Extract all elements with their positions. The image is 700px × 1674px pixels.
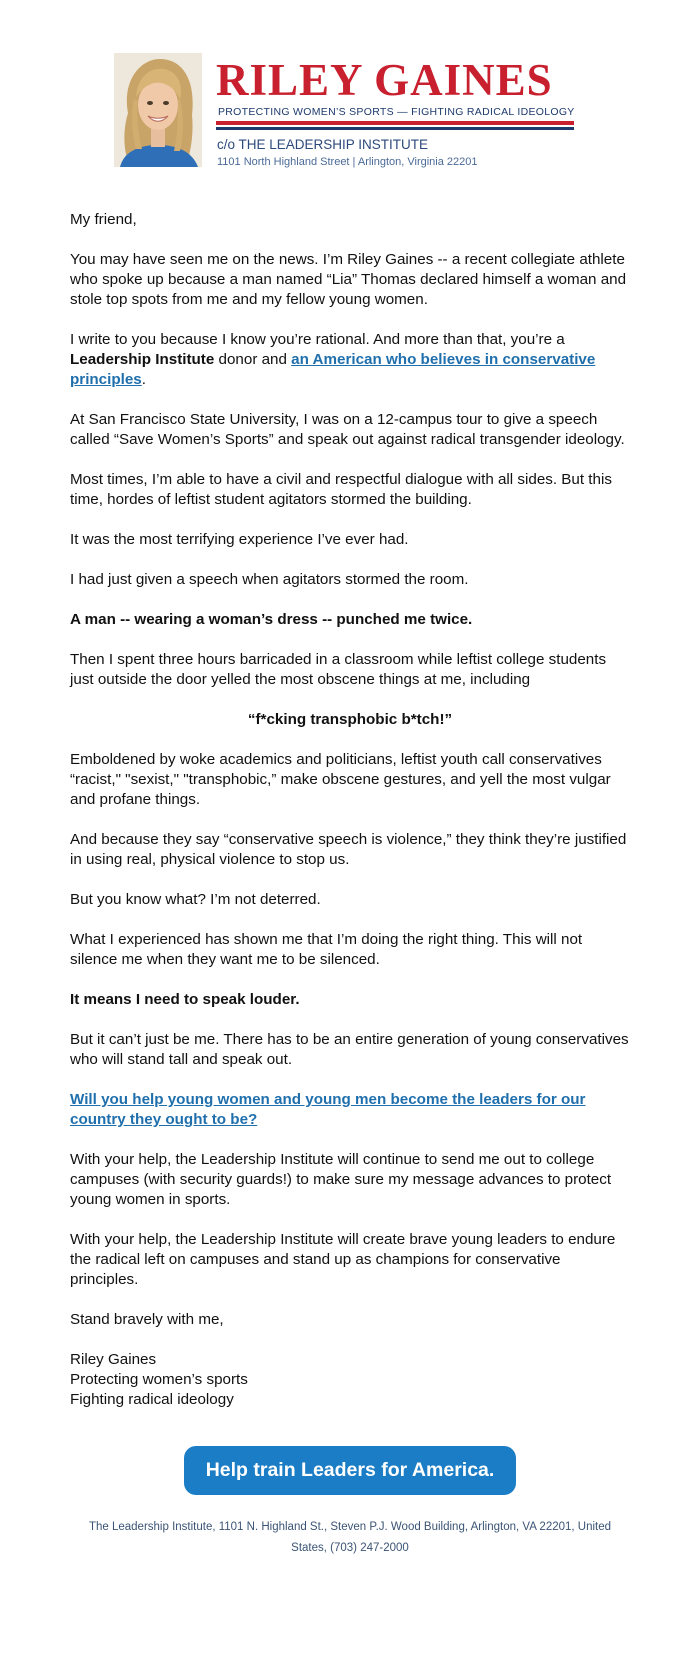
cta-container — [0, 1446, 700, 1495]
paragraph-intro: You may have seen me on the news. I’m Riley Gaines -- a recent collegiate athlete who spoke up because a man named “Lia” Thomas declared himself a woman and stole top spots from me and my fellow young women. — [70, 251, 627, 308]
paragraph-dialogue: Most times, I’m able to have a civil and respectful dialogue with all sides. But this time, hordes of leftist student agitators stormed the building. — [70, 471, 612, 508]
greeting: My friend, — [70, 211, 137, 228]
paragraph-emboldened: Emboldened by woke academics and politicians, leftist youth call conservatives “racist," "sexist," "transphobic,” make obscene gestures, and yell the most vulgar and profane things. — [70, 751, 611, 808]
paragraph-ask — [70, 1090, 630, 1130]
author-photo — [114, 53, 202, 167]
paragraph-violence: And because they say “conservative speech is violence,” they think they’re justified in using real, physical violence to stop us. — [70, 831, 627, 868]
letterhead-rule-red — [216, 121, 574, 125]
paragraph-generation: But it can’t just be me. There has to be an entire generation of young conservatives who will stand tall and speak out. — [70, 1031, 629, 1068]
letterhead-rule-blue — [216, 127, 574, 130]
paragraph-speak-louder — [70, 990, 630, 1010]
paragraph-donor — [70, 330, 630, 390]
brand-tagline: PROTECTING WOMEN’S SPORTS — FIGHTING RADICAL IDEOLOGY — [218, 106, 575, 118]
quoted-insult: “f*cking transphobic b*tch!” — [247, 711, 453, 728]
speak-louder-bold-text: It means I need to speak louder. — [70, 991, 300, 1008]
footer-address: The Leadership Institute, 1101 N. Highland St., Steven P.J. Wood Building, Arlington, VA 22201, United States, (703) 247-2000 — [88, 1521, 612, 1554]
paragraph-campuses: With your help, the Leadership Institute will continue to send me out to college campuses (with security guards!) to make sure my message advances to protect young women in sports. — [70, 1151, 612, 1208]
help-young-leaders-link[interactable]: Will you help young women and young men become the leaders for our country they ought to be? — [70, 1091, 586, 1128]
paragraph-tour: At San Francisco State University, I was on a 12-campus tour to give a speech called “Save Women’s Sports” and speak out against radical transgender ideology. — [70, 411, 625, 448]
signature-name: Riley Gaines — [70, 1351, 157, 1368]
donor-text-a: I write to you because I know you’re rational. And more than that, you’re a — [70, 331, 565, 348]
conservative-principles-link[interactable]: an American who believes in conservative principles — [70, 351, 596, 388]
paragraph-terrifying: It was the most terrifying experience I’ve ever had. — [70, 531, 409, 548]
signature-line-1: Protecting women’s sports — [70, 1371, 248, 1388]
portrait-illustration — [114, 53, 202, 167]
paragraph-speech: I had just given a speech when agitators stormed the room. — [70, 571, 469, 588]
letter-body — [0, 190, 700, 1410]
signature-block — [70, 1350, 630, 1410]
donor-org-name: Leadership Institute — [70, 351, 215, 368]
donor-text-end: . — [141, 371, 146, 388]
paragraph-brave-leaders: With your help, the Leadership Institute will create brave young leaders to endure the radical left on campuses and stand up as champions for conservative principles. — [70, 1231, 616, 1288]
letterhead-address: 1101 North Highland Street | Arlington, Virginia 22201 — [217, 156, 478, 168]
signature-line-2: Fighting radical ideology — [70, 1391, 234, 1408]
donate-cta-button[interactable]: Help train Leaders for America. — [184, 1446, 516, 1495]
paragraph-not-deterred: But you know what? I’m not deterred. — [70, 891, 321, 908]
paragraph-barricaded: Then I spent three hours barricaded in a classroom while leftist college students just outside the door yelled the most obscene things at me, including — [70, 651, 607, 688]
care-of-line: c/o THE LEADERSHIP INSTITUTE — [217, 137, 429, 152]
letterhead — [0, 0, 700, 190]
paragraph-punched — [70, 610, 630, 630]
punched-bold-text: A man -- wearing a woman’s dress -- punched me twice. — [70, 611, 473, 628]
paragraph-right-thing: What I experienced has shown me that I’m doing the right thing. This will not silence me when they want me to be silenced. — [70, 931, 583, 968]
donor-text-b: donor and — [214, 351, 292, 368]
closing: Stand bravely with me, — [70, 1311, 224, 1328]
brand-name: RILEY GAINES — [216, 55, 553, 105]
